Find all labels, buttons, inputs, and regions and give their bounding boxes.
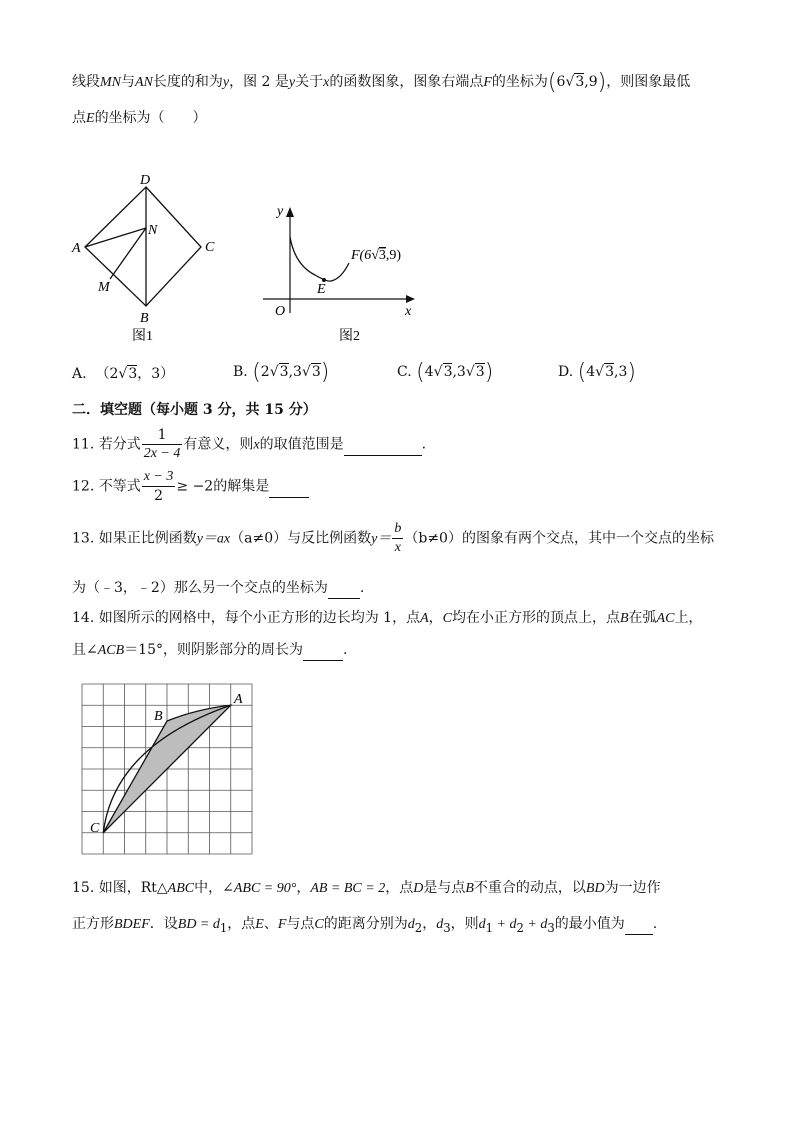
grid-label-c: C xyxy=(90,821,100,836)
q11-answer-blank[interactable] xyxy=(344,435,422,456)
option-d[interactable]: D. (4√3,3) xyxy=(558,360,636,385)
grid-label-b: B xyxy=(154,709,163,724)
figure-2-caption: 图2 xyxy=(339,329,360,344)
segment-mn xyxy=(110,228,146,279)
q14-answer-blank[interactable] xyxy=(303,640,343,661)
label-o: O xyxy=(275,304,286,319)
label-d: D xyxy=(140,173,151,188)
question-14-line1: 14. 如图所示的网格中，每个小正方形的边长均为 1，点A，C均在小正方形的顶点上，点B在弧AC上， xyxy=(72,610,703,626)
y-axis-arrow-icon xyxy=(286,207,294,217)
label-f: F(6√3,9) xyxy=(351,248,402,263)
f-coordinate: (6√3,9) xyxy=(547,70,607,95)
q10-line2: 点E的坐标为（ ） xyxy=(72,110,207,126)
question-14-line2: 且∠ACB＝15°，则阴影部分的周长为 . xyxy=(72,640,347,661)
x-axis-arrow-icon xyxy=(406,295,415,303)
label-c: C xyxy=(205,240,215,255)
question-15-line2: 正方形BDEF．设BD = $d_1$，点E、F与点C的距离分别为$d_2$，$d_3$，则$d_1 + d_2 + d_3$的最小值为 . xyxy=(72,916,658,935)
label-b: B xyxy=(140,311,149,326)
question-11: 11. 若分式 $\frac{1}{2x - 4}$ 有意义，则x的取值范围是 . xyxy=(72,427,427,461)
q13-fraction: $\frac{b}{x}$ xyxy=(394,521,402,555)
figure-grid xyxy=(72,676,262,862)
label-m: M xyxy=(98,280,110,295)
question-13-line2: 为（﹣3，﹣2）那么另一个交点的坐标为 . xyxy=(72,578,364,599)
figure-2 xyxy=(255,195,435,347)
section-2-title: 二．填空题（每小题 3 分，共 15 分） xyxy=(72,402,317,418)
q13-answer-blank[interactable] xyxy=(328,578,360,599)
label-n: N xyxy=(148,223,158,238)
option-a[interactable]: A. （2√3，3） xyxy=(72,366,175,382)
q10-line1: 线段MN与AN长度的和为y，图 2 是y关于x的函数图象，图象右端点F的坐标为(6√3,9)，则图象最低 xyxy=(72,70,691,95)
label-x: x xyxy=(405,304,412,319)
option-c[interactable]: C. (4√3,3√3) xyxy=(397,360,494,385)
question-15-line1: 15. 如图，Rt△ABC中，∠ABC = 90°，AB = BC = 2，点D是与点B不重合的动点，以BD为一边作 xyxy=(72,880,661,896)
grid-label-a: A xyxy=(234,692,243,707)
q12-fraction: $\frac{x - 3}{2}$ xyxy=(143,469,174,504)
question-13-line1: 13. 如果正比例函数y＝ax（a≠0）与反比例函数y＝ $\frac{b}{x}$ （b≠0）的图象有两个交点，其中一个交点的坐标 xyxy=(72,521,714,555)
label-y: y xyxy=(277,204,284,219)
q15-answer-blank[interactable] xyxy=(625,914,653,935)
label-a: A xyxy=(72,241,81,256)
q12-answer-blank[interactable] xyxy=(269,477,309,498)
question-12: 12. 不等式 $\frac{x - 3}{2}$ ≥ −2的解集是 xyxy=(72,468,309,505)
figure-1-caption: 图1 xyxy=(132,329,153,344)
figure-1 xyxy=(60,170,230,348)
function-curve xyxy=(290,237,349,281)
q11-fraction: $\frac{1}{2x - 4}$ xyxy=(143,427,181,461)
label-e: E xyxy=(317,282,326,297)
option-b[interactable]: B. (2√3,3√3) xyxy=(233,360,330,385)
